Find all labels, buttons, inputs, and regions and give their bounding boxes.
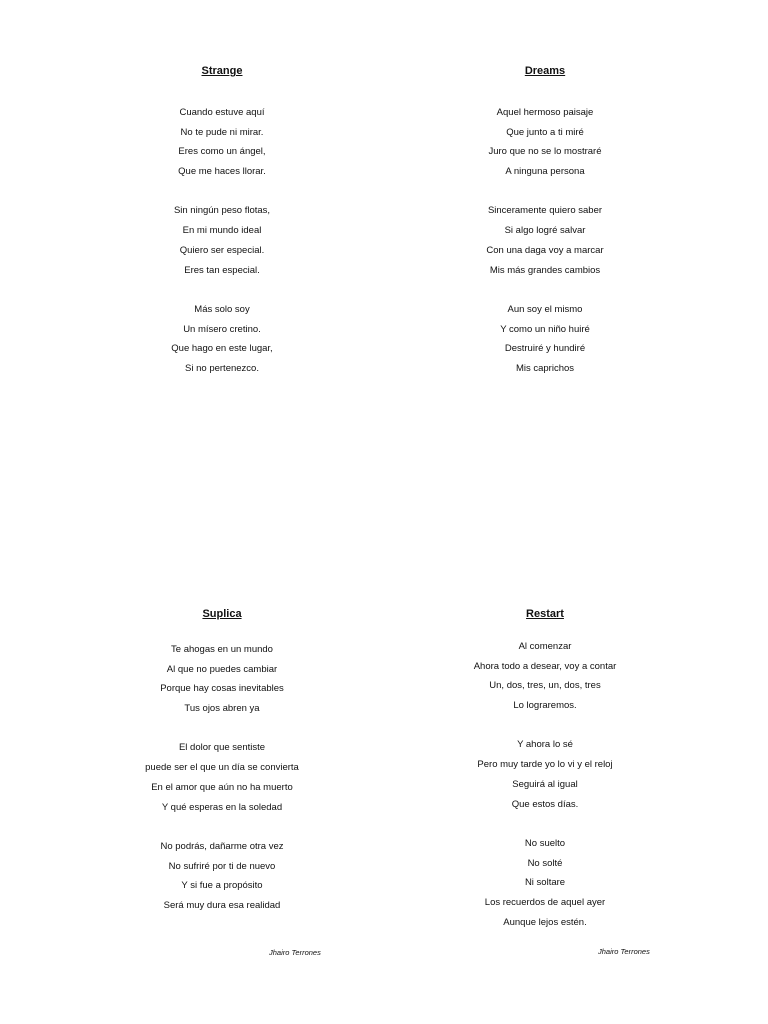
poem-line: Si algo logré salvar <box>504 225 586 237</box>
poem-suplica <box>92 607 352 916</box>
poem-line: Al comenzar <box>518 641 572 652</box>
poem-title: Strange <box>201 65 243 77</box>
poem-line: Y qué esperas en la soledad <box>161 801 283 813</box>
poem-line: Más solo soy <box>194 303 250 315</box>
poem-title: Dreams <box>524 65 566 77</box>
stanza <box>92 738 352 817</box>
poem-line: Te ahogas en un mundo <box>171 644 273 655</box>
poem-line: Aquel hermoso paisaje <box>496 107 594 118</box>
poem-line: Un mísero cretino. <box>183 323 261 335</box>
poem-line: Lo lograremos. <box>513 700 577 712</box>
poem-line: Aun soy el mismo <box>507 303 583 315</box>
poem-line: Mis más grandes cambios <box>489 264 601 276</box>
poem-line: En el amor que aún no ha muerto <box>151 781 293 793</box>
stanza <box>415 834 675 932</box>
stanza <box>92 300 352 379</box>
stanza <box>415 300 675 379</box>
stanza <box>92 103 352 182</box>
author-signature: Jhairo Terrones <box>598 947 650 956</box>
poem-line: No podrás, dañarme otra vez <box>160 840 284 852</box>
poem-restart <box>415 607 675 932</box>
poem-line: Que hago en este lugar, <box>171 343 273 355</box>
stanza <box>92 201 352 280</box>
poem-line: El dolor que sentiste <box>178 742 266 754</box>
poem-line: Al que no puedes cambiar <box>166 663 278 675</box>
poem-line: Sinceramente quiero saber <box>487 205 603 217</box>
poem-line: Juro que no se lo mostraré <box>488 146 602 158</box>
poem-line: Eres tan especial. <box>184 264 260 276</box>
poem-line: Seguirá al igual <box>512 778 578 790</box>
poem-line: Tus ojos abren ya <box>184 703 260 715</box>
author-signature: Jhairo Terrones <box>269 948 321 957</box>
poem-line: No te pude ni mirar. <box>180 126 264 138</box>
stanza <box>415 735 675 814</box>
poem-line: puede ser el que un día se convierta <box>145 762 299 774</box>
poem-line: Que me haces llorar. <box>178 166 266 178</box>
poem-line: Cuando estuve aquí <box>179 107 265 118</box>
poem-line: Los recuerdos de aquel ayer <box>484 896 606 908</box>
poem-title: Restart <box>526 608 564 620</box>
poem-line: Y si fue a propósito <box>181 880 263 892</box>
poem-line: Será muy dura esa realidad <box>163 899 281 911</box>
poem-line: Mis caprichos <box>515 362 575 374</box>
poem-line: En mi mundo ideal <box>182 225 262 237</box>
poem-line: Y ahora lo sé <box>517 739 573 751</box>
poem-line: Porque hay cosas inevitables <box>160 683 284 695</box>
poem-line: Si no pertenezco. <box>185 362 259 374</box>
poem-line: No solté <box>527 857 563 869</box>
poem-line: No sufriré por ti de nuevo <box>168 860 276 872</box>
poem-line: Destruiré y hundiré <box>504 343 586 355</box>
poem-line: Un, dos, tres, un, dos, tres <box>489 680 601 692</box>
poem-title: Suplica <box>202 608 242 620</box>
poem-line: Ni soltare <box>524 877 566 889</box>
poem-line: Ahora todo a desear, voy a contar <box>473 660 617 672</box>
poem-line: Eres como un ángel, <box>178 146 266 158</box>
poem-line: Sin ningún peso flotas, <box>173 205 271 217</box>
poem-line: Con una daga voy a marcar <box>486 244 604 256</box>
stanza <box>92 837 352 916</box>
poem-line: Y como un niño huiré <box>500 323 590 335</box>
poem-strange <box>92 64 352 379</box>
stanza <box>415 103 675 182</box>
poem-line: No suelto <box>524 837 566 849</box>
poem-line: Pero muy tarde yo lo vi y el reloj <box>477 759 613 771</box>
poem-line: Que junto a ti miré <box>506 126 584 138</box>
poem-line: Quiero ser especial. <box>179 244 265 256</box>
poem-line: Aunque lejos estén. <box>503 916 587 928</box>
poem-line: A ninguna persona <box>505 166 585 178</box>
poem-dreams <box>415 64 675 379</box>
poem-line: Que estos días. <box>511 798 579 810</box>
stanza <box>415 201 675 280</box>
stanza <box>415 637 675 716</box>
stanza <box>92 640 352 719</box>
